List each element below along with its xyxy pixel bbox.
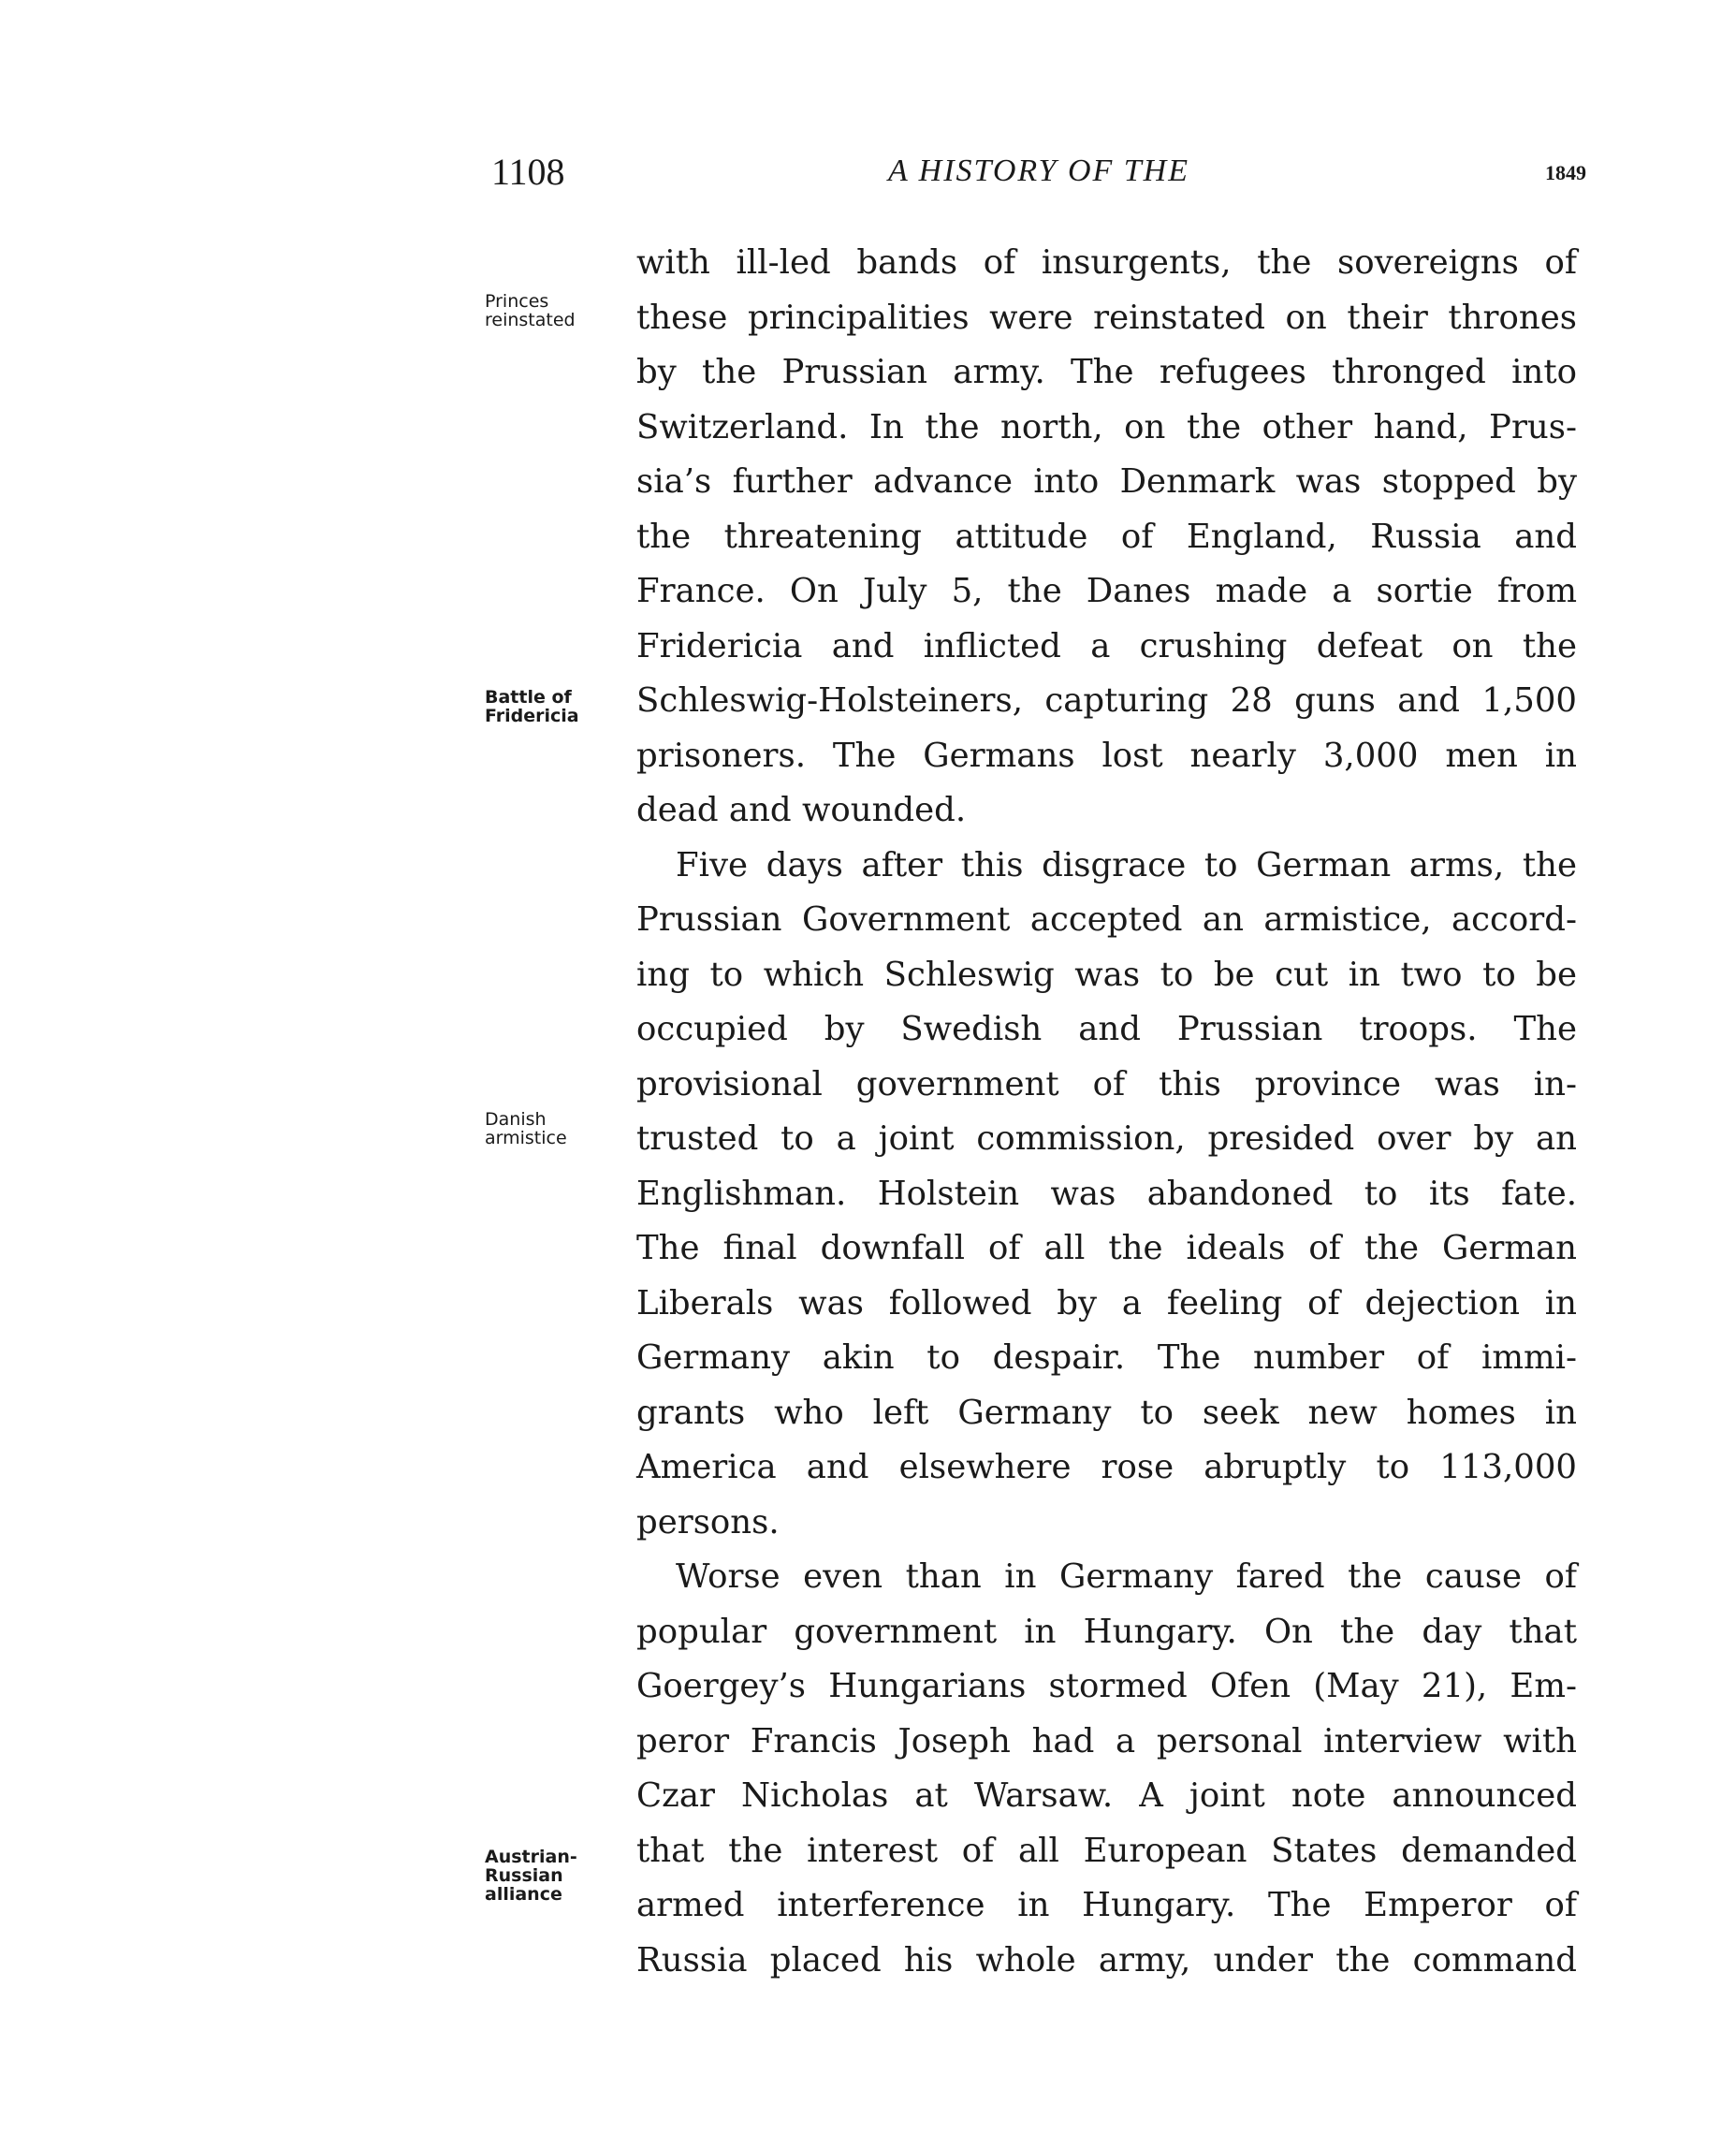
text-line: Russia placed his whole army, under the command bbox=[636, 1940, 1577, 1980]
text-line: Schleswig-Holsteiners, capturing 28 guns and 1,500 bbox=[636, 681, 1577, 720]
text-line: Five days after this disgrace to German arms, the bbox=[676, 845, 1577, 884]
text-line: that the interest of all European States demanded bbox=[636, 1831, 1577, 1870]
sidenote-line: Russian bbox=[485, 1865, 563, 1886]
running-title: A HISTORY OF THE bbox=[888, 153, 1189, 188]
text-line: armed interference in Hungary. The Emperor of bbox=[636, 1886, 1577, 1924]
text-line: Prussian Government accepted an armistice, accord- bbox=[636, 900, 1577, 939]
page-number: 1108 bbox=[491, 151, 565, 193]
sidenote-line: Battle of bbox=[485, 687, 572, 708]
text-line: Switzerland. In the north, on the other hand, Prus- bbox=[636, 407, 1577, 446]
text-line: provisional government of this province was in- bbox=[636, 1064, 1577, 1103]
text-line: trusted to a joint commission, presided over by an bbox=[636, 1119, 1577, 1158]
sidenote-austrian-russian-alliance bbox=[485, 1848, 625, 1904]
sidenote-line: Princes bbox=[485, 291, 549, 312]
text-line: persons. bbox=[636, 1502, 780, 1541]
text-line: the threatening attitude of England, Russia and bbox=[636, 517, 1577, 556]
text-line: by the Prussian army. The refugees thronged into bbox=[636, 353, 1577, 391]
text-line: popular government in Hungary. On the day that bbox=[636, 1612, 1577, 1651]
text-line: ing to which Schleswig was to be cut in two to be bbox=[636, 955, 1577, 994]
text-line: The final downfall of all the ideals of the German bbox=[636, 1229, 1577, 1267]
text-line: Englishman. Holstein was abandoned to its fate. bbox=[636, 1174, 1577, 1213]
text-line: Fridericia and inflicted a crushing defeat on the bbox=[636, 626, 1577, 665]
sidenote-danish-armistice bbox=[485, 1110, 625, 1147]
header-year: 1849 bbox=[1545, 161, 1586, 184]
sidenote-line: Danish bbox=[485, 1109, 547, 1130]
body-text bbox=[636, 236, 1577, 1988]
text-line: Goergey’s Hungarians stormed Ofen (May 21), Em- bbox=[636, 1667, 1577, 1705]
text-line: prisoners. The Germans lost nearly 3,000 men in bbox=[636, 736, 1577, 775]
text-line: Germany akin to despair. The number of immi- bbox=[636, 1338, 1577, 1377]
sidenote-line: armistice bbox=[485, 1128, 567, 1148]
text-line: Liberals was followed by a feeling of dejection in bbox=[636, 1283, 1577, 1322]
sidenote-line: alliance bbox=[485, 1884, 562, 1905]
sidenote-line: reinstated bbox=[485, 310, 576, 330]
sidenote-line: Fridericia bbox=[485, 706, 579, 726]
running-header bbox=[491, 150, 1586, 197]
sidenote-princes-reinstated bbox=[485, 292, 625, 329]
sidenote-line: Austrian- bbox=[485, 1847, 577, 1867]
text-line: grants who left Germany to seek new homes in bbox=[636, 1393, 1577, 1432]
text-line: America and elsewhere rose abruptly to 113,000 bbox=[636, 1448, 1577, 1486]
text-line: peror Francis Joseph had a personal interview with bbox=[636, 1721, 1577, 1760]
text-line: Czar Nicholas at Warsaw. A joint note announced bbox=[636, 1776, 1577, 1815]
text-line: Worse even than in Germany fared the cause of bbox=[676, 1557, 1577, 1596]
text-line: France. On July 5, the Danes made a sortie from bbox=[636, 572, 1577, 610]
text-line: sia’s further advance into Denmark was stopped by bbox=[636, 462, 1577, 501]
text-line: with ill-led bands of insurgents, the sovereigns of bbox=[636, 243, 1577, 282]
sidenote-battle-of-fridericia bbox=[485, 688, 625, 725]
text-line: these principalities were reinstated on their thrones bbox=[636, 298, 1577, 337]
text-line: occupied by Swedish and Prussian troops. The bbox=[636, 1010, 1577, 1048]
text-line: dead and wounded. bbox=[636, 791, 967, 829]
